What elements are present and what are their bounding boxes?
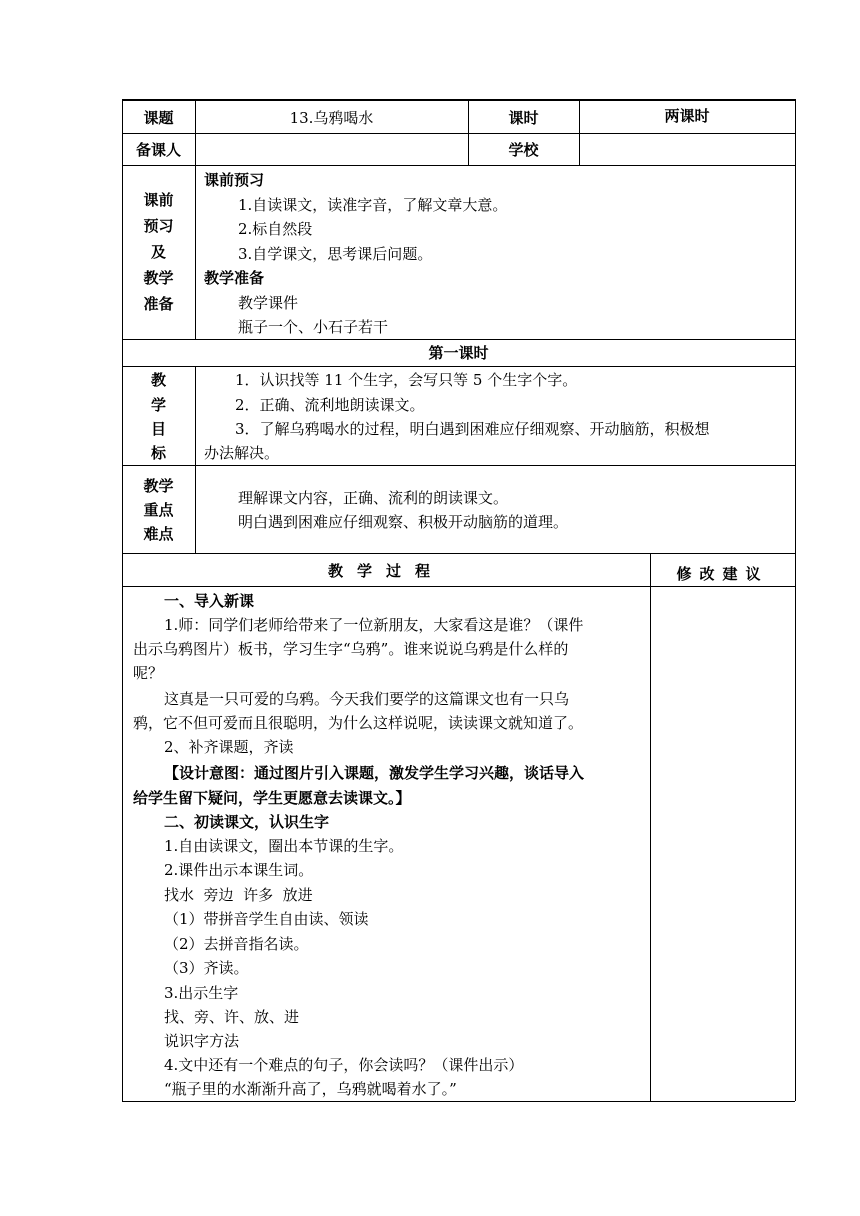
process-line: 一、导入新课 <box>164 592 255 610</box>
row-divider <box>122 586 795 587</box>
prep-heading: 教学准备 <box>204 269 265 287</box>
process-line: 找水 旁边 许多 放进 <box>164 886 313 904</box>
preview-side-label: 课前 <box>143 191 174 209</box>
process-line: 鸦，它不但可爱而且很聪明，为什么这样说呢，读读课文就知道了。 <box>133 714 584 732</box>
process-line: “瓶子里的水渐渐升高了，乌鸦就喝着水了。” <box>164 1080 457 1098</box>
table-border-bottom <box>122 1101 795 1102</box>
goal-item: 办法解决。 <box>204 444 280 462</box>
process-line: （2）去拼音指名读。 <box>164 935 309 953</box>
school-label: 学校 <box>508 141 539 159</box>
process-line: 说识字方法 <box>164 1032 240 1050</box>
topic-label: 课题 <box>143 109 174 127</box>
process-line: 二、初读课文，认识生字 <box>164 813 330 831</box>
preview-side-label: 预习 <box>143 217 174 235</box>
process-line: 3.出示生字 <box>164 984 239 1002</box>
preview-side-label: 教学 <box>143 269 174 287</box>
preview-item: 2.标自然段 <box>238 220 313 238</box>
process-line: 2.课件出示本课生词。 <box>164 861 314 879</box>
preparer-label: 备课人 <box>135 141 181 159</box>
process-line: 呢？ <box>133 664 164 682</box>
preview-side-label: 及 <box>150 243 166 261</box>
revision-heading: 修改建议 <box>676 565 769 583</box>
row-divider <box>122 553 795 554</box>
prep-item: 教学课件 <box>238 294 299 312</box>
process-line: 找、旁、许、放、进 <box>164 1008 300 1026</box>
prep-item: 瓶子一个、小石子若干 <box>238 318 389 336</box>
process-line: 【设计意图：通过图片引入课题，激发学生学习兴趣，谈话导入 <box>164 764 585 782</box>
process-line: 2、补齐课题，齐读 <box>164 738 294 756</box>
col-divider <box>195 99 196 339</box>
process-line: 4.文中还有一个难点的句子，你会读吗？（课件出示） <box>164 1056 524 1074</box>
preview-item: 3.自学课文，思考课后问题。 <box>238 245 433 263</box>
row-divider <box>122 465 795 466</box>
process-line: 给学生留下疑问，学生更愿意去读课文。】 <box>133 789 411 807</box>
col-divider <box>650 553 651 1101</box>
key-points-side-label: 重点 <box>143 501 174 519</box>
process-line: （1）带拼音学生自由读、领读 <box>164 910 369 928</box>
process-line: （3）齐读。 <box>164 959 249 977</box>
table-border-top <box>122 99 795 101</box>
row-divider <box>122 339 795 340</box>
row-divider <box>122 366 795 367</box>
process-line: 这真是一只可爱的乌鸦。今天我们要学的这篇课文也有一只乌 <box>164 690 570 708</box>
preview-heading: 课前预习 <box>204 171 265 189</box>
key-point-item: 明白遇到困难应仔细观察、积极开动脑筋的道理。 <box>238 513 569 531</box>
row-divider <box>122 133 795 134</box>
goals-side-label: 学 <box>150 396 166 414</box>
preview-item: 1.自读课文，读准字音，了解文章大意。 <box>238 196 508 214</box>
key-point-item: 理解课文内容，正确、流利的朗读课文。 <box>238 489 509 507</box>
process-line: 出示乌鸦图片）板书，学习生字“乌鸦”。谁来说说乌鸦是什么样的 <box>133 640 569 658</box>
process-line: 1.自由读课文，圈出本节课的生字。 <box>164 837 404 855</box>
key-points-side-label: 难点 <box>143 525 174 543</box>
process-heading: 教学过程 <box>327 562 444 580</box>
goals-side-label: 教 <box>150 371 166 389</box>
goals-side-label: 目 <box>150 420 166 438</box>
process-line: 1.师：同学们老师给带来了一位新朋友，大家看这是谁？（课件 <box>164 616 584 634</box>
col-divider <box>195 366 196 553</box>
table-border-right <box>795 99 796 1101</box>
hours-value: 两课时 <box>664 107 710 125</box>
goal-item: 1．认识找等 11 个生字，会写只等 5 个生字个字。 <box>235 371 578 389</box>
topic-value: 13.乌鸦喝水 <box>289 109 374 127</box>
first-lesson-title: 第一课时 <box>428 344 489 362</box>
goals-side-label: 标 <box>150 444 166 462</box>
row-divider <box>122 165 795 166</box>
preview-side-label: 准备 <box>143 295 174 313</box>
goal-item: 3．了解乌鸦喝水的过程，明白遇到困难应仔细观察、开动脑筋，积极想 <box>235 420 710 438</box>
key-points-side-label: 教学 <box>143 477 174 495</box>
hours-label: 课时 <box>508 109 539 127</box>
goal-item: 2．正确、流利地朗读课文。 <box>235 396 425 414</box>
